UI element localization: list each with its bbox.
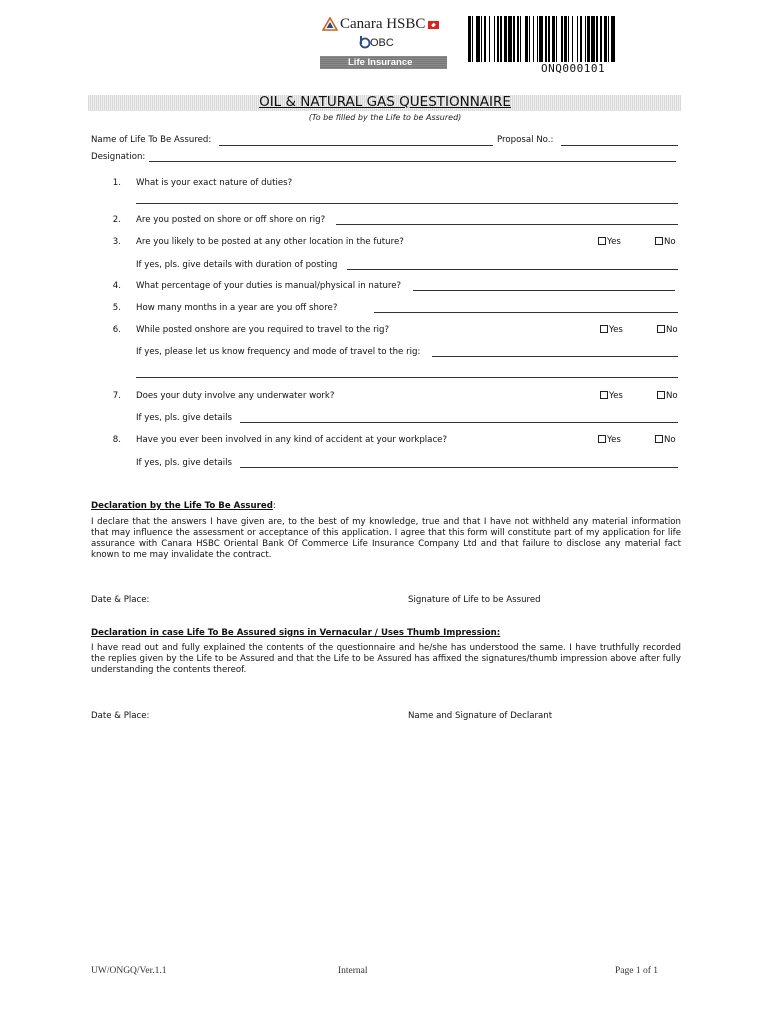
answer-field-q6-details[interactable] (432, 356, 678, 357)
question-number: 7. (112, 391, 121, 401)
question-text: Does your duty involve any underwater work? (136, 391, 335, 401)
checkbox-yes-q8[interactable]: Yes (598, 435, 621, 445)
name-field[interactable] (219, 145, 493, 146)
followup-text: If yes, pls. give details (136, 413, 232, 423)
answer-field-q1[interactable] (136, 203, 678, 204)
declaration-heading: Declaration by the Life To Be Assured: (91, 501, 276, 511)
checkbox-no-q8[interactable]: No (655, 435, 676, 445)
checkbox-icon (657, 391, 665, 399)
question-number: 8. (112, 435, 121, 445)
footer-page-number: Page 1 of 1 (615, 966, 659, 976)
designation-field[interactable] (149, 161, 676, 162)
answer-field-q2[interactable] (336, 224, 678, 225)
footer-version: UW/ONGQ/Ver.1.1 (91, 966, 167, 976)
checkbox-icon (657, 325, 665, 333)
answer-field-q5[interactable] (374, 312, 678, 313)
proposal-label: Proposal No.: (497, 135, 554, 145)
checkbox-icon (600, 325, 608, 333)
checkbox-no-q3[interactable]: No (655, 237, 676, 247)
barcode-bar (615, 16, 618, 62)
declarant-signature-label: Name and Signature of Declarant (408, 711, 553, 721)
brand-sub: OBC (370, 37, 394, 49)
question-text: Have you ever been involved in any kind of accident at your workplace? (136, 435, 448, 445)
vernacular-declaration-heading: Declaration in case Life To Be Assured signs in Vernacular / Uses Thumb Impression: (91, 628, 501, 638)
footer-classification: Internal (338, 966, 368, 976)
checkbox-icon (655, 435, 663, 443)
checkbox-icon (655, 237, 663, 245)
question-text: Are you posted on shore or off shore on rig? (136, 215, 326, 225)
question-number: 2. (112, 215, 121, 225)
designation-label: Designation: (91, 152, 146, 162)
barcode (468, 16, 676, 62)
product-banner: Life Insurance (320, 56, 447, 69)
checkbox-yes-q7[interactable]: Yes (600, 391, 623, 401)
question-number: 1. (112, 178, 121, 188)
question-number: 6. (112, 325, 121, 335)
proposal-field[interactable] (561, 145, 678, 146)
canara-logo-icon (322, 17, 338, 31)
followup-text: If yes, please let us know frequency and mode of travel to the rig: (136, 347, 421, 357)
hsbc-hexagon-icon (428, 21, 439, 29)
checkbox-no-q6[interactable]: No (657, 325, 678, 335)
date-place-label: Date & Place: (91, 595, 150, 605)
checkbox-icon (598, 435, 606, 443)
answer-field-q7-details[interactable] (240, 422, 678, 423)
question-text: While posted onshore are you required to travel to the rig? (136, 325, 390, 335)
page-subtitle: (To be filled by the Life to be Assured) (308, 113, 462, 122)
question-number: 5. (112, 303, 121, 313)
checkbox-yes-q3[interactable]: Yes (598, 237, 621, 247)
vernacular-declaration-body: I have read out and fully explained the contents of the questionnaire and he/she has understood the same. I have truthfully recorded the replies given by the Life to be Assured and that the Life to be Assured has affixed the signatures/thumb impression above after fully understanding the contents thereof. (91, 643, 681, 675)
form-code: ONQ000101 (541, 62, 606, 75)
followup-text: If yes, pls. give details with duration of posting (136, 260, 338, 270)
question-number: 4. (112, 281, 121, 291)
date-place-label: Date & Place: (91, 711, 150, 721)
checkbox-icon (600, 391, 608, 399)
checkbox-no-q7[interactable]: No (657, 391, 678, 401)
question-number: 3. (112, 237, 121, 247)
answer-field-q4[interactable] (413, 290, 675, 291)
brand-name: Canara HSBC (340, 16, 439, 33)
answer-field-q8-details[interactable] (240, 467, 678, 468)
question-text: What percentage of your duties is manual/physical in nature? (136, 281, 402, 291)
answer-field-q3-details[interactable] (347, 269, 678, 270)
name-label: Name of Life To Be Assured: (91, 135, 212, 145)
checkbox-yes-q6[interactable]: Yes (600, 325, 623, 335)
question-text: Are you likely to be posted at any other location in the future? (136, 237, 404, 247)
question-text: How many months in a year are you off shore? (136, 303, 338, 313)
page-title: OIL & NATURAL GAS QUESTIONNAIRE (259, 94, 511, 110)
question-text: What is your exact nature of duties? (136, 178, 293, 188)
answer-field-q6-details-2[interactable] (136, 377, 678, 378)
followup-text: If yes, pls. give details (136, 458, 232, 468)
signature-label: Signature of Life to be Assured (408, 595, 541, 605)
declaration-body: I declare that the answers I have given are, to the best of my knowledge, true and that I have not withheld any material information that may influence the assessment or acceptance of this application. I agree that this form will constitute part of my application for life assurance with Canara HSBC Oriental Bank Of Commerce Life Insurance Company Ltd and that failure to disclose any material fact known to me may invalidate the contract. (91, 517, 681, 560)
checkbox-icon (598, 237, 606, 245)
